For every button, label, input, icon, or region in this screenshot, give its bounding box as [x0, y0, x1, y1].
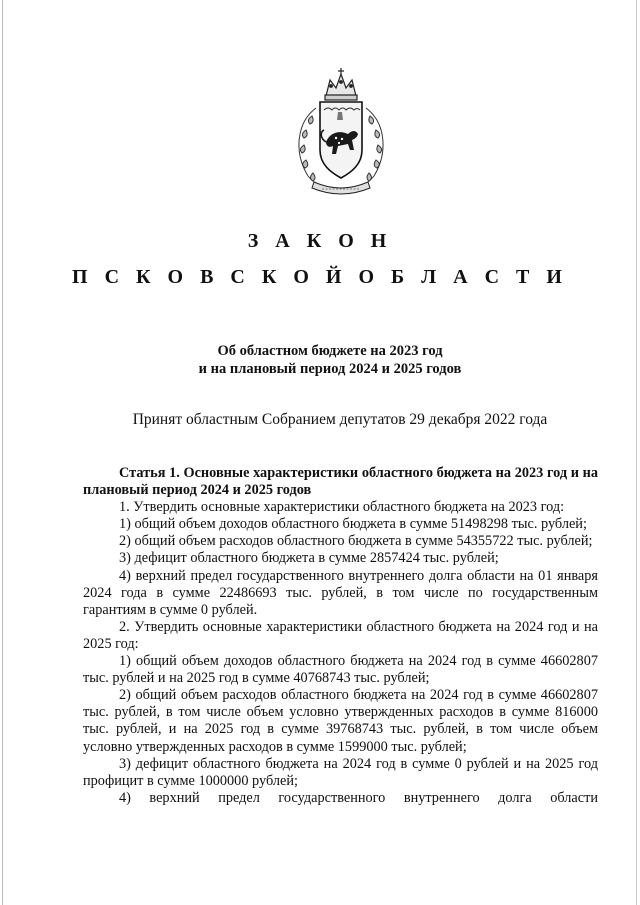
law-title: З А К О Н	[247, 230, 393, 252]
paragraph: 2. Утвердить основные характеристики областного бюджета на 2024 год и на 2025 год:	[83, 618, 598, 652]
paragraph: 1) общий объем доходов областного бюджета на 2024 год в сумме 46602807 тыс. рублей и на 2025 год в сумме 40768743 тыс. рублей;	[83, 653, 598, 687]
scan-edge-left	[2, 0, 3, 905]
paragraph: 4) верхний предел государственного внутреннего долга области	[119, 789, 598, 806]
paragraph: 1. Утвердить основные характеристики областного бюджета на 2023 год:	[119, 499, 565, 516]
paragraph: 2) общий объем расходов областного бюджета на 2024 год в сумме 46602807 тыс. рублей, в том числе объем условно утвержденных расходов в сумме 816000 тыс. рублей, и на 2025 год в сумме 39768743 тыс. рублей, в том числе объем условно утвержденных расходов в сумме 1599000 тыс. рублей;	[83, 687, 598, 755]
paragraph: 3) дефицит областного бюджета на 2024 год в сумме 0 рублей и на 2025 год профицит в сумме 1000000 рублей;	[83, 755, 598, 789]
paragraph: 4) верхний предел государственного внутреннего долга области на 01 января 2024 года в сумме 22486693 тыс. рублей, в том числе по государственным гарантиям в сумме 0 рублей.	[83, 567, 598, 618]
law-subject-line-2: и на плановый период 2024 и 2025 годов	[198, 361, 462, 377]
article-title: Статья 1. Основные характеристики областного бюджета на 2023 год и на плановый период 2024 и 2025 годов	[83, 465, 598, 499]
paragraph: 2) общий объем расходов областного бюджета в сумме 54355722 тыс. рублей;	[119, 533, 593, 550]
law-subject-line-1: Об областном бюджете на 2023 год	[217, 343, 443, 359]
paragraph: 1) общий объем доходов областного бюджета в сумме 51498298 тыс. рублей;	[119, 516, 587, 533]
scan-edge-right	[636, 0, 637, 905]
pskov-coat-of-arms-icon	[286, 68, 396, 200]
law-body	[83, 465, 598, 807]
adoption-note: Принят областным Собранием депутатов 29 декабря 2022 года	[132, 411, 548, 428]
region-title: П С К О В С К О Й О Б Л А С Т И	[72, 266, 568, 288]
paragraph: 3) дефицит областного бюджета в сумме 2857424 тыс. рублей;	[119, 550, 499, 567]
